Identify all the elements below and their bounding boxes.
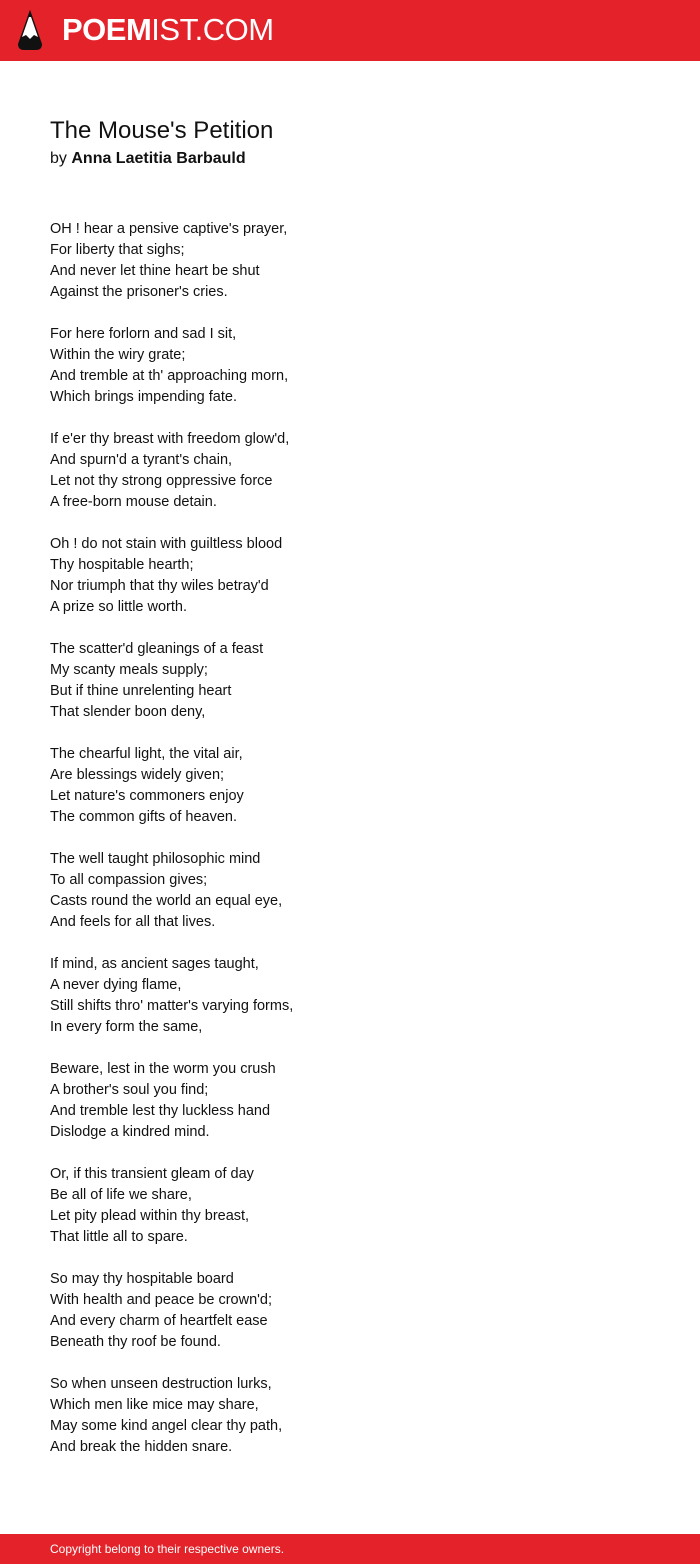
poem-line: Within the wiry grate; bbox=[50, 347, 186, 363]
poem-line: The chearful light, the vital air, bbox=[50, 746, 243, 762]
poem-line: That slender boon deny, bbox=[50, 704, 206, 720]
poem-body bbox=[50, 219, 650, 1479]
poem-line: Against the prisoner's cries. bbox=[50, 284, 228, 300]
poem-stanza bbox=[50, 1374, 650, 1458]
poem-stanza bbox=[50, 744, 650, 828]
poem-line: A brother's soul you find; bbox=[50, 1082, 209, 1098]
poem-line: That little all to spare. bbox=[50, 1229, 188, 1245]
logo-text-light: IST.COM bbox=[151, 12, 274, 47]
poem-line: Oh ! do not stain with guiltless blood bbox=[50, 536, 283, 552]
poem-line: The scatter'd gleanings of a feast bbox=[50, 641, 264, 657]
poem-line: For here forlorn and sad I sit, bbox=[50, 326, 237, 342]
poem-line: And never let thine heart be shut bbox=[50, 263, 260, 279]
poem-stanza bbox=[50, 429, 650, 513]
copyright-text: Copyright belong to their respective owners. bbox=[50, 1542, 285, 1556]
site-header bbox=[0, 0, 700, 61]
poem-line: Let nature's commoners enjoy bbox=[50, 788, 244, 804]
poem-line: For liberty that sighs; bbox=[50, 242, 185, 258]
poem-line: Which men like mice may share, bbox=[50, 1397, 259, 1413]
site-logo[interactable] bbox=[62, 12, 274, 48]
poem-line: Or, if this transient gleam of day bbox=[50, 1166, 254, 1182]
site-footer bbox=[0, 1534, 700, 1564]
poem-line: Beneath thy roof be found. bbox=[50, 1334, 221, 1350]
poem-line: And feels for all that lives. bbox=[50, 914, 216, 930]
poem-line: My scanty meals supply; bbox=[50, 662, 208, 678]
poem-line: Still shifts thro' matter's varying forms, bbox=[50, 998, 294, 1014]
poem-line: Be all of life we share, bbox=[50, 1187, 192, 1203]
poem-line: So may thy hospitable board bbox=[50, 1271, 234, 1287]
poem-line: A never dying flame, bbox=[50, 977, 182, 993]
poem-stanza bbox=[50, 849, 650, 933]
poem-line: The well taught philosophic mind bbox=[50, 851, 261, 867]
poem-line: May some kind angel clear thy path, bbox=[50, 1418, 283, 1434]
poem-line: And break the hidden snare. bbox=[50, 1439, 233, 1455]
logo-text-bold: POEM bbox=[62, 12, 152, 47]
pencil-tip-icon[interactable] bbox=[17, 9, 43, 51]
poem-line: Are blessings widely given; bbox=[50, 767, 225, 783]
poem-stanza bbox=[50, 1269, 650, 1353]
poem-line: In every form the same, bbox=[50, 1019, 203, 1035]
poem-line: And every charm of heartfelt ease bbox=[50, 1313, 268, 1329]
poem-line: OH ! hear a pensive captive's prayer, bbox=[50, 221, 288, 237]
poem-line: A prize so little worth. bbox=[50, 599, 187, 615]
poem-line: A free-born mouse detain. bbox=[50, 494, 217, 510]
poem-line: Beware, lest in the worm you crush bbox=[50, 1061, 276, 1077]
poem-line: Let pity plead within thy breast, bbox=[50, 1208, 250, 1224]
poem-line: If e'er thy breast with freedom glow'd, bbox=[50, 431, 290, 447]
poem-line: And tremble lest thy luckless hand bbox=[50, 1103, 271, 1119]
poem-line: Which brings impending fate. bbox=[50, 389, 237, 405]
poem-stanza bbox=[50, 1059, 650, 1143]
poem-line: Thy hospitable hearth; bbox=[50, 557, 194, 573]
poem-line: Nor triumph that thy wiles betray'd bbox=[50, 578, 269, 594]
poem-line: Casts round the world an equal eye, bbox=[50, 893, 283, 909]
poem-line: With health and peace be crown'd; bbox=[50, 1292, 273, 1308]
poem-stanza bbox=[50, 954, 650, 1038]
poem-line: But if thine unrelenting heart bbox=[50, 683, 232, 699]
poem-stanza bbox=[50, 534, 650, 618]
poem-stanza bbox=[50, 639, 650, 723]
poem-line: To all compassion gives; bbox=[50, 872, 208, 888]
poem-line: So when unseen destruction lurks, bbox=[50, 1376, 272, 1392]
poem-line: The common gifts of heaven. bbox=[50, 809, 237, 825]
poem-line: And tremble at th' approaching morn, bbox=[50, 368, 289, 384]
poem-line: If mind, as ancient sages taught, bbox=[50, 956, 259, 972]
poem-stanza bbox=[50, 324, 650, 408]
poem-line: And spurn'd a tyrant's chain, bbox=[50, 452, 233, 468]
poem-byline bbox=[50, 149, 246, 169]
author-name: Anna Laetitia Barbauld bbox=[71, 150, 246, 167]
poem-line: Dislodge a kindred mind. bbox=[50, 1124, 210, 1140]
by-label: by bbox=[50, 150, 67, 167]
poem-title: The Mouse's Petition bbox=[50, 117, 274, 144]
poem-line: Let not thy strong oppressive force bbox=[50, 473, 273, 489]
poem-stanza bbox=[50, 1164, 650, 1248]
poem-stanza bbox=[50, 219, 650, 303]
